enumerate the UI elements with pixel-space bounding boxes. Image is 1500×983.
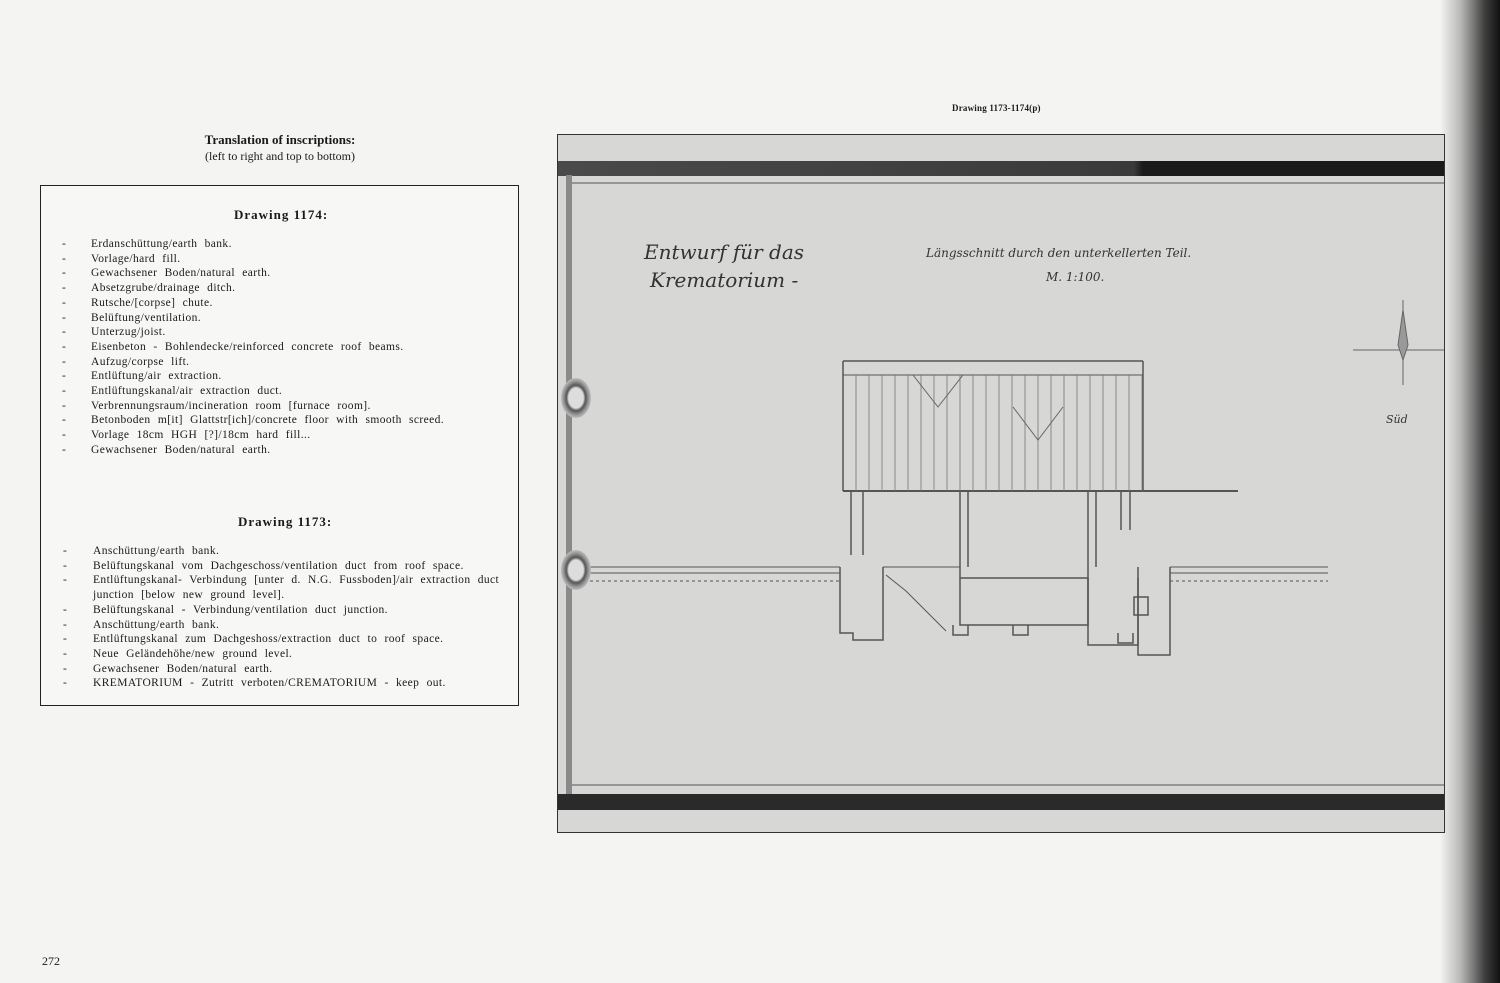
- list-item: - Entlüftungskanal/air extraction duct.: [41, 384, 444, 399]
- list-item: - Aufzug/corpse lift.: [41, 355, 444, 370]
- list-item: - Betonboden m[it] Glattstr[ich]/concrete floor with smooth screed.: [41, 413, 444, 428]
- drawing-title-line2: Krematorium -: [650, 268, 799, 292]
- list-item: - Neue Geländehöhe/new ground level.: [41, 647, 513, 662]
- drawing-1173-title: Drawing 1173:: [238, 514, 333, 529]
- list-item: - Gewachsener Boden/natural earth.: [41, 662, 513, 677]
- columns: [851, 491, 1130, 567]
- list-item: - Vorlage/hard fill.: [41, 252, 444, 267]
- list-item: - Erdanschüttung/earth bank.: [41, 237, 444, 252]
- rafters: [856, 375, 1142, 491]
- list-item: - Entlüftung/air extraction.: [41, 369, 444, 384]
- stairs: [886, 575, 946, 631]
- list-item: - Gewachsener Boden/natural earth.: [41, 443, 444, 458]
- list-item: - Anschüttung/earth bank.: [41, 618, 513, 633]
- binder-ring: [561, 378, 591, 418]
- list-item: - Verbrennungsraum/incineration room [furnace room].: [41, 399, 444, 414]
- list-item: - Eisenbeton - Bohlendecke/reinforced concrete roof beams.: [41, 340, 444, 355]
- list-item: - Vorlage 18cm HGH [?]/18cm hard fill...: [41, 428, 444, 443]
- section-title: Längsschnitt durch den unterkellerten Teil.: [926, 246, 1192, 260]
- list-item: - Belüftung/ventilation.: [41, 311, 444, 326]
- translation-title: Translation of inscriptions:: [204, 132, 356, 147]
- drawing-caption: Drawing 1173-1174(p): [952, 103, 1041, 113]
- list-item: - Absetzgrube/drainage ditch.: [41, 281, 444, 296]
- translation-heading: [180, 132, 380, 164]
- drawing-1174-title: Drawing 1174:: [234, 207, 329, 222]
- page-number: 272: [42, 954, 60, 968]
- list-item: - Anschüttung/earth bank.: [41, 544, 513, 559]
- list-item: - Rutsche/[corpse] chute.: [41, 296, 444, 311]
- scale-label: M. 1:100.: [1046, 270, 1105, 284]
- drawing-1173-list: [41, 544, 513, 691]
- drawing-1174-list: [41, 237, 444, 458]
- translation-box: [40, 185, 519, 706]
- list-item: - Gewachsener Boden/natural earth.: [41, 266, 444, 281]
- list-item: - Entlüftungskanal- Verbindung [unter d. N.G. Fussboden]/air extraction duct junction [below new ground level].: [41, 573, 513, 602]
- basement-section: [840, 567, 1170, 655]
- drawing-photograph: [557, 134, 1445, 833]
- section-drawing: [558, 135, 1446, 834]
- list-item: - Entlüftungskanal zum Dachgeshoss/extraction duct to roof space.: [41, 632, 513, 647]
- list-item: - Unterzug/joist.: [41, 325, 444, 340]
- list-item: - KREMATORIUM - Zutritt verboten/CREMATORIUM - keep out.: [41, 676, 513, 691]
- roof-structure: [843, 361, 1238, 491]
- compass-icon: [1353, 300, 1444, 385]
- ground-lines: [578, 567, 1328, 581]
- drawing-title-line1: Entwurf für das: [644, 240, 805, 264]
- book-spine-shadow: [1440, 0, 1500, 983]
- binder-ring: [561, 550, 591, 590]
- list-item: - Belüftungskanal vom Dachgeschoss/ventilation duct from roof space.: [41, 559, 513, 574]
- compass-label: Süd: [1386, 413, 1408, 426]
- list-item: - Belüftungskanal - Verbindung/ventilation duct junction.: [41, 603, 513, 618]
- translation-subtitle: (left to right and top to bottom): [205, 149, 355, 163]
